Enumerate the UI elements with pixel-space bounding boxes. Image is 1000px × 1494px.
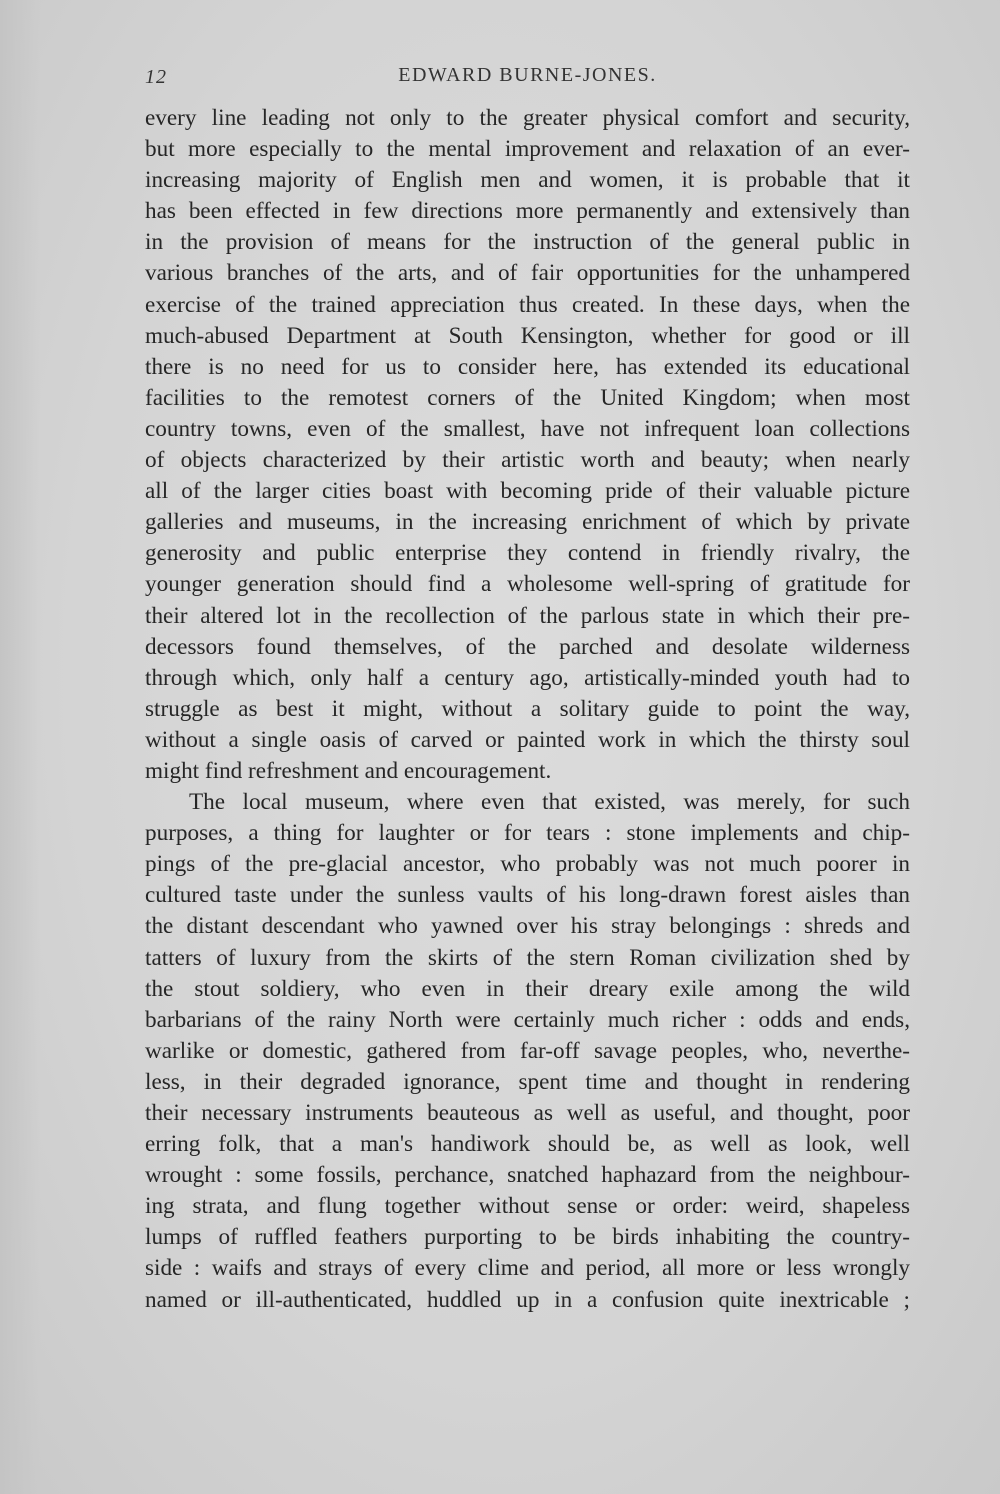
text-line: increasing majority of English men and women, it is probable that it xyxy=(145,167,910,194)
page-number: 12 xyxy=(145,66,167,88)
text-line: ing strata, and flung together without sense or order: weird, shapeless xyxy=(145,1193,910,1220)
text-line: generosity and public enterprise they contend in friendly rivalry, the xyxy=(145,540,910,567)
paragraph-2 xyxy=(145,787,910,1316)
text-line: but more especially to the mental improvement and relaxation of an ever- xyxy=(145,136,910,163)
text-line: their altered lot in the recollection of the parlous state in which their pre- xyxy=(145,602,910,629)
text-line: through which, only half a century ago, artistically-minded youth had to xyxy=(145,664,910,691)
text-line: less, in their degraded ignorance, spent time and thought in rendering xyxy=(145,1068,910,1095)
text-line: cultured taste under the sunless vaults of his long-drawn forest aisles than xyxy=(145,882,910,909)
text-line: named or ill-authenticated, huddled up in a confusion quite inextricable ; xyxy=(145,1286,910,1313)
text-line: the stout soldiery, who even in their dreary exile among the wild xyxy=(145,975,910,1002)
text-line: there is no need for us to consider here, has extended its educational xyxy=(145,353,910,380)
text-line: struggle as best it might, without a solitary guide to point the way, xyxy=(145,695,910,722)
text-line: decessors found themselves, of the parched and desolate wilderness xyxy=(145,633,910,660)
text-line: pings of the pre-glacial ancestor, who probably was not much poorer in xyxy=(145,851,910,878)
text-line: the distant descendant who yawned over his stray belongings : shreds and xyxy=(145,913,910,940)
text-line: The local museum, where even that existed, was merely, for such xyxy=(189,789,910,816)
paragraph-1 xyxy=(145,103,910,787)
text-line: side : waifs and strays of every clime and period, all more or less wrongly xyxy=(145,1255,910,1282)
text-line: younger generation should find a wholesome well-spring of gratitude for xyxy=(145,571,910,598)
text-line: galleries and museums, in the increasing enrichment of which by private xyxy=(145,509,910,536)
text-line: country towns, even of the smallest, have not infrequent loan collections xyxy=(145,415,910,442)
text-line: exercise of the trained appreciation thus created. In these days, when the xyxy=(145,291,910,318)
text-line: without a single oasis of carved or painted work in which the thirsty soul xyxy=(145,726,910,753)
body-text xyxy=(145,103,910,1316)
text-line: barbarians of the rainy North were certainly much richer : odds and ends, xyxy=(145,1006,910,1033)
text-line: various branches of the arts, and of fair opportunities for the unhampered xyxy=(145,260,910,287)
text-line: lumps of ruffled feathers purporting to be birds inhabiting the country- xyxy=(145,1224,910,1251)
text-line: tatters of luxury from the skirts of the stern Roman civilization shed by xyxy=(145,944,910,971)
text-line: wrought : some fossils, perchance, snatched haphazard from the neighbour- xyxy=(145,1162,910,1189)
text-line: warlike or domestic, gathered from far-off savage peoples, who, neverthe- xyxy=(145,1037,910,1064)
text-line: much-abused Department at South Kensington, whether for good or ill xyxy=(145,322,910,349)
text-line: of objects characterized by their artistic worth and beauty; when nearly xyxy=(145,447,910,474)
text-line: erring folk, that a man's handiwork should be, as well as look, well xyxy=(145,1131,910,1158)
page-header xyxy=(145,60,910,94)
text-line: their necessary instruments beauteous as well as useful, and thought, poor xyxy=(145,1100,910,1126)
text-line: every line leading not only to the greater physical comfort and security, xyxy=(145,105,910,131)
text-line: facilities to the remotest corners of the United Kingdom; when most xyxy=(145,384,910,411)
text-line: all of the larger cities boast with becoming pride of their valuable picture xyxy=(145,478,910,505)
text-line: has been effected in few directions more permanently and extensively than xyxy=(145,198,910,225)
page-gutter-shadow xyxy=(0,0,40,1494)
text-line: purposes, a thing for laughter or for tears : stone implements and chip- xyxy=(145,820,910,847)
text-line: in the provision of means for the instruction of the general public in xyxy=(145,229,910,256)
running-title: EDWARD BURNE-JONES. xyxy=(398,64,657,86)
text-line: might find refreshment and encouragement. xyxy=(145,757,552,784)
